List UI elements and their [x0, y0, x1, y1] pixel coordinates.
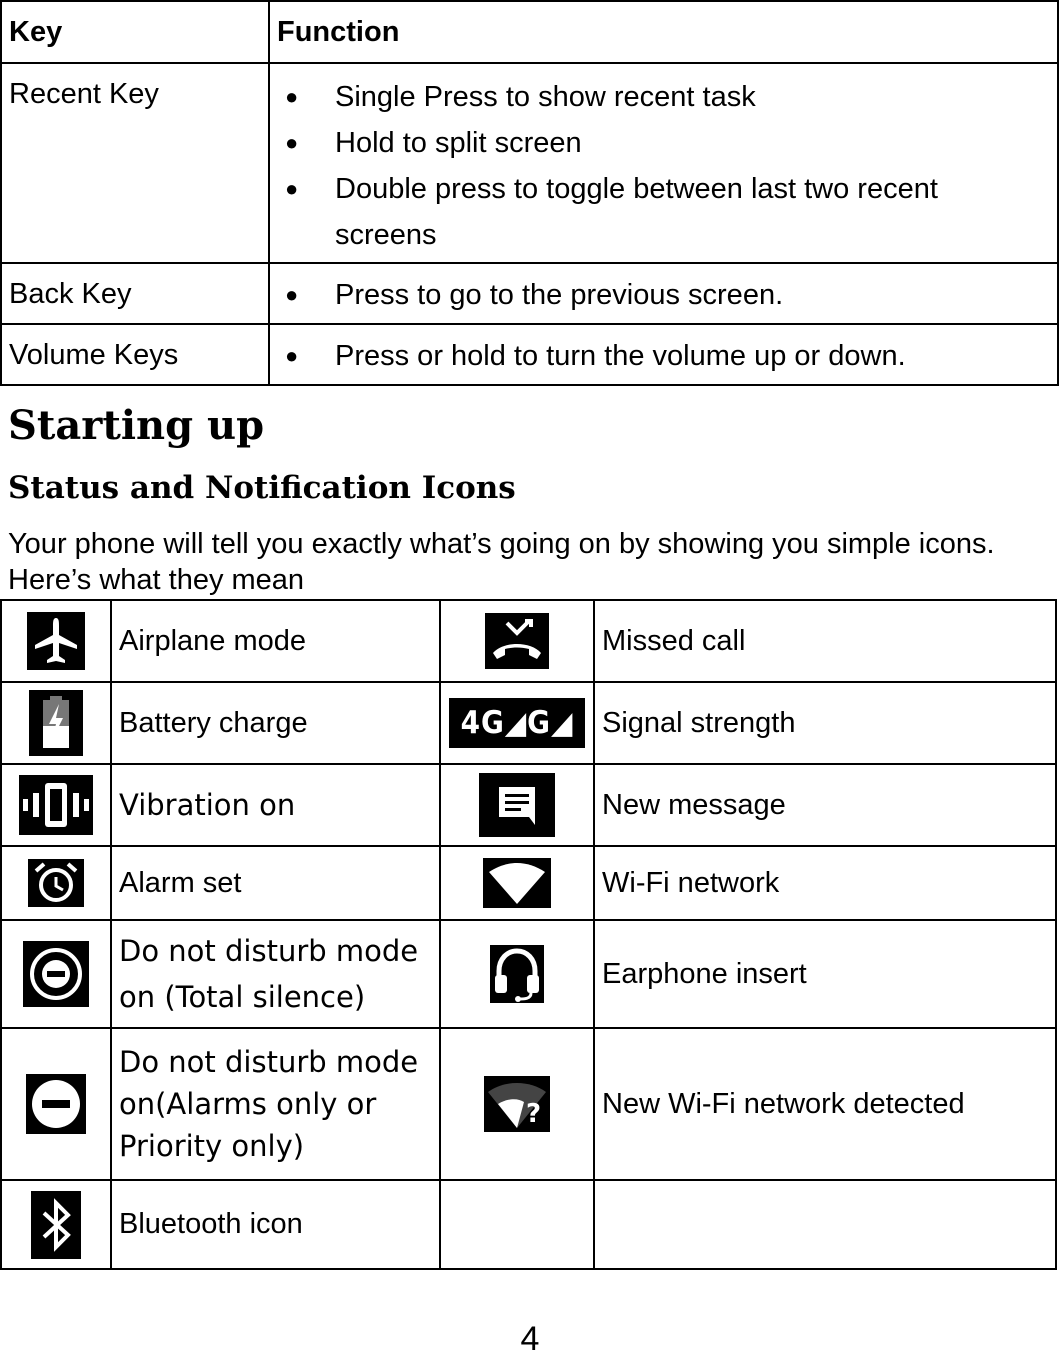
- key-table-header: [1, 1, 1058, 63]
- list-item: ● Press to go to the previous screen.: [277, 272, 1050, 318]
- empty-label-cell: [594, 1180, 1056, 1269]
- key-name: Back Key: [1, 263, 269, 324]
- icon-label: Wi-Fi network: [594, 846, 1056, 920]
- new-message-icon: [479, 773, 555, 837]
- icon-label: New Wi-Fi network detected: [594, 1028, 1056, 1180]
- function-header: Function: [269, 1, 1058, 63]
- table-row: [1, 263, 1058, 324]
- function-cell: [269, 263, 1058, 324]
- alarm-icon: [28, 859, 84, 907]
- wifi-icon: [483, 858, 551, 908]
- icon-label: Do not disturb mode on(Alarms only or Priority only): [111, 1028, 440, 1180]
- list-item: ● Press or hold to turn the volume up or down.: [277, 333, 1050, 379]
- list-item: ● Single Press to show recent task: [277, 74, 1050, 120]
- icon-label: Do not disturb mode on (Total silence): [111, 920, 440, 1028]
- function-list: [277, 272, 1050, 318]
- function-list: [277, 74, 1050, 258]
- table-row: [1, 324, 1058, 385]
- key-name: Volume Keys: [1, 324, 269, 385]
- key-header: Key: [1, 1, 269, 63]
- airplane-icon: [27, 612, 85, 670]
- function-list: [277, 333, 1050, 379]
- icon-label: Signal strength: [594, 682, 1056, 764]
- list-item: ● Hold to split screen: [277, 120, 1050, 166]
- icon-label: Alarm set: [111, 846, 440, 920]
- table-row: [1, 682, 1056, 764]
- section-title: Starting up: [8, 402, 265, 449]
- bullet-icon: ●: [285, 84, 299, 109]
- table-row: [1, 764, 1056, 846]
- list-item: ● Double press to toggle between last two recent screens: [277, 166, 1050, 258]
- empty-icon-cell: [440, 1180, 594, 1269]
- signal-strength-icon: 4G◢G◢: [449, 698, 585, 748]
- function-cell: [269, 63, 1058, 263]
- table-row: [1, 1180, 1056, 1269]
- icon-label: Missed call: [594, 600, 1056, 682]
- bluetooth-icon: [31, 1191, 81, 1259]
- function-cell: [269, 324, 1058, 385]
- table-row: [1, 846, 1056, 920]
- intro-paragraph: Your phone will tell you exactly what’s going on by showing you simple icons. Here’s what they mean: [8, 528, 995, 596]
- dnd-priority-icon: [26, 1074, 86, 1134]
- key-function-table: [0, 0, 1059, 386]
- icon-label: Earphone insert: [594, 920, 1056, 1028]
- icon-label: Bluetooth icon: [111, 1180, 440, 1269]
- dnd-total-silence-icon: [23, 941, 89, 1007]
- new-wifi-detected-icon: [484, 1076, 550, 1132]
- icon-label: New message: [594, 764, 1056, 846]
- missed-call-icon: [485, 613, 549, 669]
- table-row: [1, 1028, 1056, 1180]
- table-row: [1, 920, 1056, 1028]
- page-number: 4: [520, 1320, 540, 1358]
- icon-label: Airplane mode: [111, 600, 440, 682]
- battery-charge-icon: [29, 690, 83, 756]
- bullet-icon: ●: [285, 282, 299, 307]
- icon-label: Battery charge: [111, 682, 440, 764]
- key-name: Recent Key: [1, 63, 269, 263]
- table-row: [1, 600, 1056, 682]
- section-subtitle: Status and Notification Icons: [8, 470, 516, 506]
- vibration-icon: [19, 775, 93, 835]
- svg-text:?: ?: [526, 1099, 542, 1129]
- status-icons-table: [0, 599, 1057, 1270]
- bullet-icon: ●: [285, 343, 299, 368]
- bullet-icon: ●: [285, 176, 299, 201]
- icon-label: Vibration on: [111, 764, 440, 846]
- table-row: [1, 63, 1058, 263]
- earphone-icon: [490, 945, 544, 1003]
- bullet-icon: ●: [285, 130, 299, 155]
